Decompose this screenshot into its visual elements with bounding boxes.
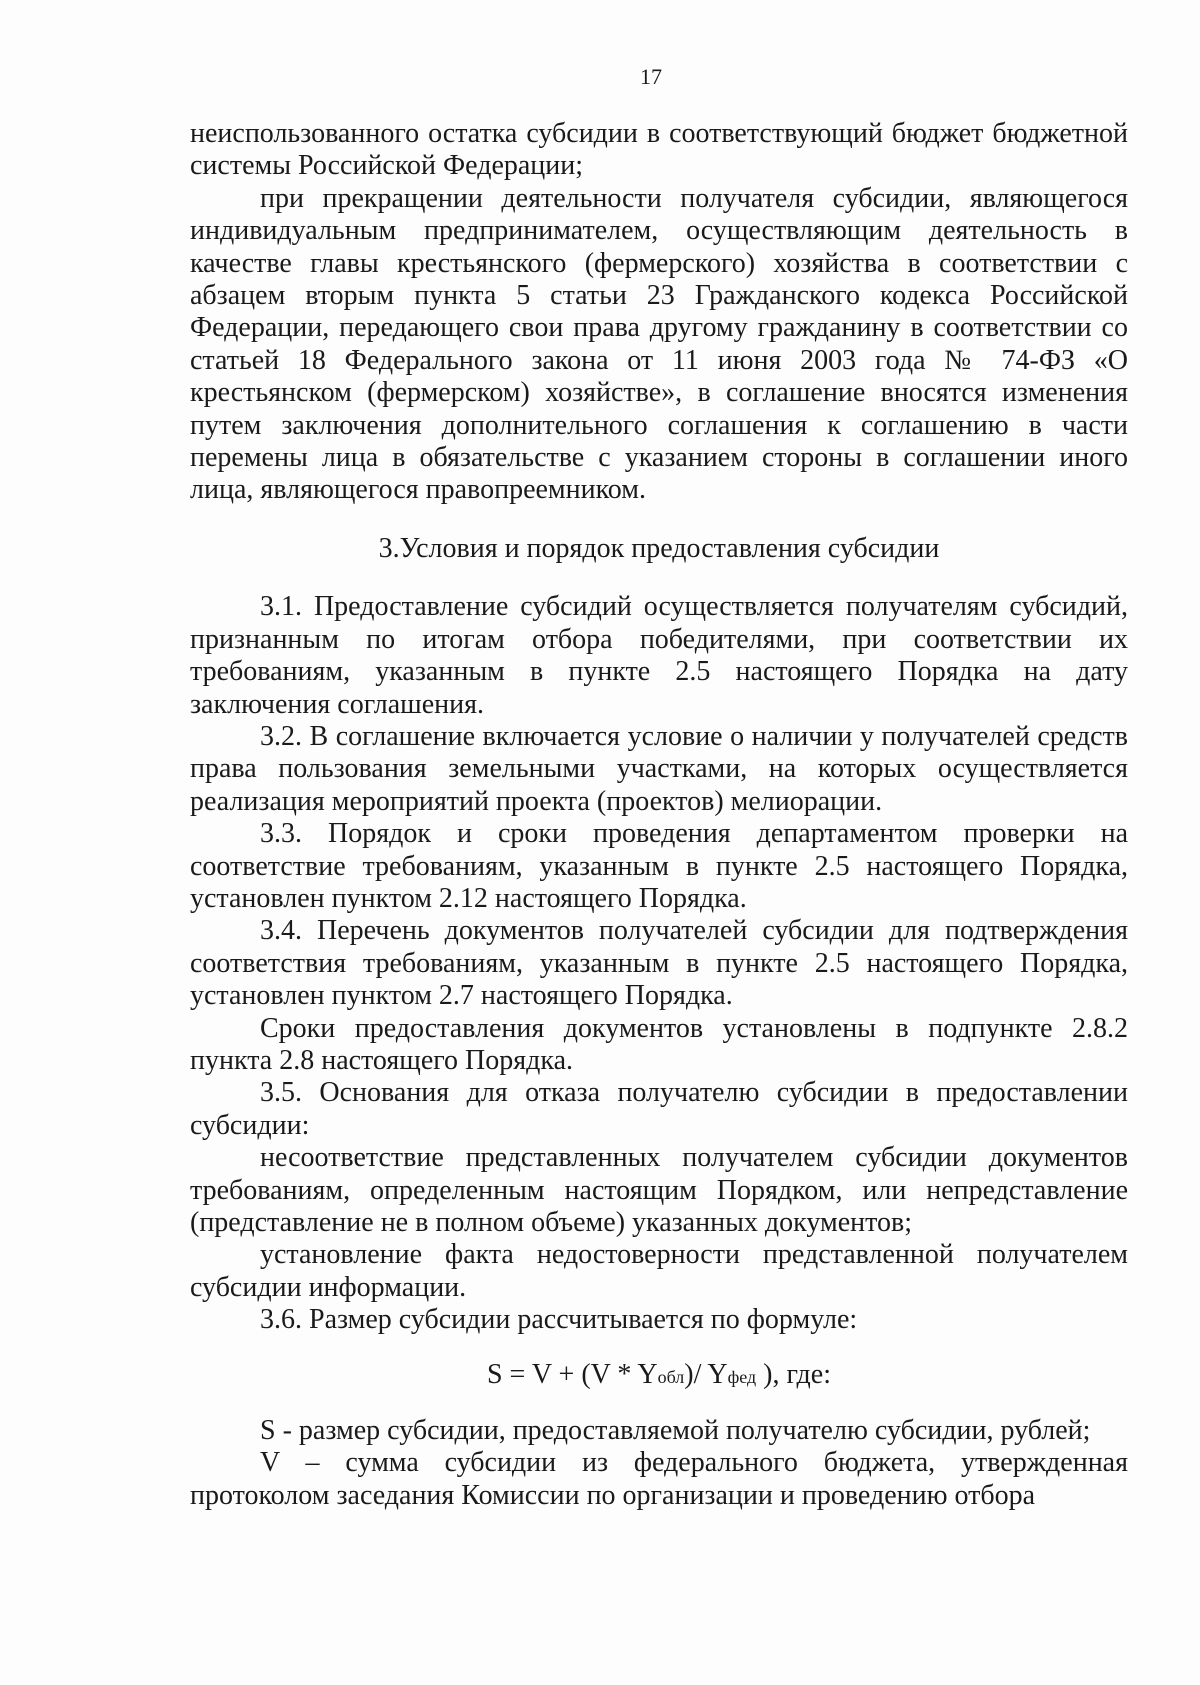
definition-s: S - размер субсидии, предоставляемой получателю субсидии, рублей; (260, 1415, 1091, 1447)
definition-v: V – сумма субсидии из федерального бюджета, утвержденная протоколом заседания Комиссии по организации и проведению отбора (190, 1447, 1128, 1511)
paragraph-3-1: 3.1. Предоставление субсидий осуществляется получателям субсидий, признанным по итогам отбора победителями, при соответствии их требованиям, указанным в пункте 2.5 настоящего Порядка на дату заключения соглашения. (190, 591, 1128, 720)
formula-subscript-regional: обл (657, 1366, 685, 1387)
subsidy-formula (190, 1359, 1128, 1393)
formula-lead: S = V + (V * Y (486, 1358, 658, 1390)
paragraph-3-6: 3.6. Размер субсидии рассчитывается по формуле: (260, 1304, 858, 1336)
paragraph-farm-termination: при прекращении деятельности получателя субсидии, являющегося индивидуальным предпринимателем, осуществляющим деятельность в качестве главы крестьянского (фермерского) хозяйства в соответствии с абзацем вторым пункта 5 статьи 23 Гражданского кодекса Российской Федерации, передающего свои права другому гражданину в соответствии со статьей 18 Федерального закона от 11 июня 2003 года № 74-ФЗ «О крестьянском (фермерском) хозяйстве», в соглашение вносятся изменения путем заключения дополнительного соглашения к соглашению в части перемены лица в обязательстве с указанием стороны в соглашении иного лица, являющегося правопреемником. (190, 182, 1128, 506)
page-number: 17 (640, 64, 662, 89)
formula-subscript-federal: фед (727, 1366, 757, 1387)
paragraph-3-5-ground-1: несоответствие представленных получателем субсидии документов требованиям, определенным настоящим Порядком, или непредставление (представление не в полном объеме) указанных документов; (190, 1142, 1128, 1238)
document-body (190, 118, 1128, 1512)
formula-middle: )/ Y (684, 1358, 728, 1390)
paragraph-3-5: 3.5. Основания для отказа получателю субсидии в предоставлении субсидии: (190, 1077, 1128, 1141)
paragraph-3-2: 3.2. В соглашение включается условие о наличии у получателей средств права пользования земельными участками, на которых осуществляется реализация мероприятий проекта (проектов) мелиорации. (190, 720, 1128, 817)
paragraph-3-4: 3.4. Перечень документов получателей субсидии для подтверждения соответствия требованиям, указанным в пункте 2.5 настоящего Порядка, установлен пунктом 2.7 настоящего Порядка. (190, 915, 1128, 1012)
paragraph-3-3: 3.3. Порядок и сроки проведения департаментом проверки на соответствие требованиям, указанным в пункте 2.5 настоящего Порядка, установлен пунктом 2.12 настоящего Порядка. (190, 818, 1128, 914)
paragraph-continuation: неиспользованного остатка субсидии в соответствующий бюджет бюджетной системы Российской Федерации; (190, 118, 1128, 182)
paragraph-3-4-deadlines: Сроки предоставления документов установлены в подпункте 2.8.2 пункта 2.8 настоящего Порядка. (190, 1012, 1128, 1076)
formula-tail: ), где: (756, 1358, 832, 1390)
section-heading: 3.Условия и порядок предоставления субсидии (378, 532, 940, 564)
paragraph-3-5-ground-2: установление факта недостоверности представленной получателем субсидии информации. (190, 1239, 1128, 1303)
